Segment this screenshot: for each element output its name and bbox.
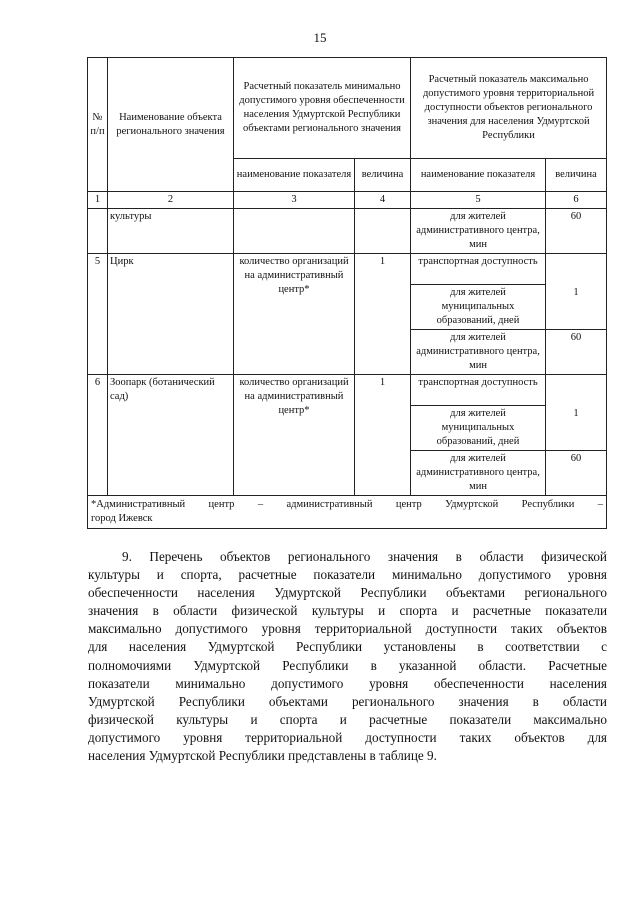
access-indicator-value: 1 [546, 406, 607, 451]
paragraph-line: показатели минимально допустимого уровня обеспеченности населения [88, 675, 607, 691]
table-footnote-row [88, 496, 607, 529]
access-indicator-value: 60 [546, 330, 607, 375]
min-indicator-value: 1 [355, 254, 411, 375]
paragraph-line: культуры и спорта, расчетные показатели минимально допустимого уровня [88, 567, 607, 583]
min-indicator-name: количество организаций на административный центр* [234, 375, 355, 496]
header-max-accessibility: Расчетный показатель максимально допустимого уровня территориальной доступности объектов регионального значения для населения Удмуртской Республики [411, 58, 607, 159]
col-number: 6 [546, 192, 607, 209]
col-number: 3 [234, 192, 355, 209]
regional-objects-table [87, 57, 607, 529]
min-indicator-value [355, 209, 411, 254]
col-number: 1 [88, 192, 108, 209]
access-indicator-value [546, 375, 607, 406]
header-num: № п/п [88, 58, 108, 192]
header-min-provision: Расчетный показатель минимально допустимого уровня обеспеченности населения Удмуртской Республики объектами регионального значения [234, 58, 411, 159]
table-row [88, 375, 607, 406]
access-indicator-name: для жителей муниципальных образований, дней [411, 285, 546, 330]
access-indicator-name: транспортная доступность [411, 254, 546, 285]
table-row [88, 254, 607, 285]
paragraph-line: Удмуртской Республики объектами регионального значения в области [88, 693, 607, 709]
access-indicator-value: 1 [546, 285, 607, 330]
col-number: 4 [355, 192, 411, 209]
paragraph-line: для населения Удмуртской Республики установлены в соответствии с [88, 639, 607, 655]
row-num: 5 [88, 254, 108, 375]
paragraph-line: полномочиями Удмуртской Республики в указанной области. Расчетные [88, 657, 607, 673]
page-number: 15 [313, 30, 327, 45]
paragraph-line: значения в области физической культуры и спорта и расчетные показатели [88, 603, 607, 619]
paragraph-line: 9. Перечень объектов регионального значения в области физической [122, 549, 607, 564]
column-number-row [88, 192, 607, 209]
paragraph-line: населения Удмуртской Республики представлены в таблице 9. [88, 748, 437, 764]
paragraph-line: максимально допустимого уровня территориальной доступности таких объектов [88, 621, 607, 637]
access-indicator-name: для жителей административного центра, мин [411, 330, 546, 375]
subheader-indicator-name: наименование показателя [411, 159, 546, 192]
subheader-value: величина [546, 159, 607, 192]
paragraph-line: физической культуры и спорта и расчетные показатели максимально [88, 711, 607, 727]
table-footnote [88, 496, 607, 529]
row-num [88, 209, 108, 254]
object-name: Цирк [108, 254, 234, 375]
section-9-paragraph [88, 548, 607, 765]
access-indicator-name: транспортная доступность [411, 375, 546, 406]
footnote-line: город Ижевск [91, 513, 153, 524]
col-number: 5 [411, 192, 546, 209]
subheader-indicator-name: наименование показателя [234, 159, 355, 192]
header-object-name: Наименование объекта регионального значения [108, 58, 234, 192]
access-indicator-name: для жителей муниципальных образований, дней [411, 406, 546, 451]
min-indicator-name [234, 209, 355, 254]
access-indicator-name: для жителей административного центра, мин [411, 451, 546, 496]
access-indicator-name: для жителей административного центра, мин [411, 209, 546, 254]
access-indicator-value: 60 [546, 451, 607, 496]
object-name: Зоопарк (ботанический сад) [108, 375, 234, 496]
footnote-line: *Административный центр – административный центр Удмуртской Республики – [91, 499, 604, 510]
access-indicator-value: 60 [546, 209, 607, 254]
subheader-value: величина [355, 159, 411, 192]
object-name: культуры [108, 209, 234, 254]
col-number: 2 [108, 192, 234, 209]
min-indicator-name: количество организаций на административный центр* [234, 254, 355, 375]
min-indicator-value: 1 [355, 375, 411, 496]
paragraph-line: допустимого уровня территориальной доступности таких объектов для [88, 729, 607, 745]
table-row [88, 209, 607, 254]
access-indicator-value [546, 254, 607, 285]
table-header-row [88, 58, 607, 159]
row-num: 6 [88, 375, 108, 496]
paragraph-line: обеспеченности населения Удмуртской Республики объектами регионального [88, 585, 607, 601]
